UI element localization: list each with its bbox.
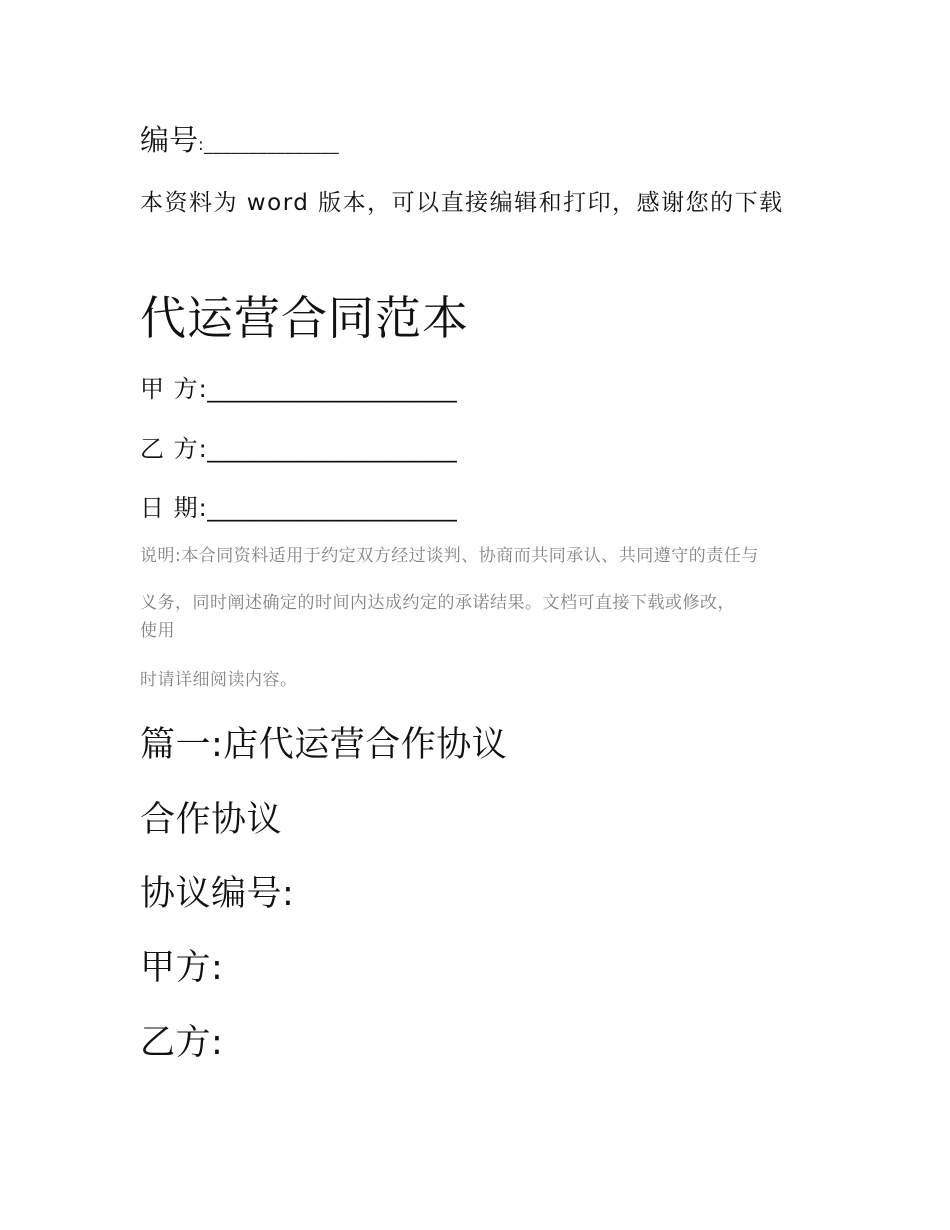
date-blank: :____________________ — [198, 494, 458, 522]
serial-number-line — [140, 122, 339, 163]
date-field — [140, 491, 457, 525]
party-a-label: 甲 方 — [140, 375, 199, 403]
download-notice: 本资料为 word 版本，可以直接编辑和打印，感谢您的下载 — [140, 190, 784, 216]
agreement-heading: 合作协议 — [140, 800, 283, 840]
description-line: 义务，同时阐述确定的时间内达成约定的承诺结果。文档可直接下载或修改， — [140, 593, 735, 613]
agreement-number-label: 协议编号: — [140, 874, 295, 914]
party-b-field — [140, 432, 457, 466]
party-b-heading: 乙方: — [140, 1023, 224, 1063]
date-label: 日 期 — [140, 494, 199, 522]
party-b-blank: :____________________ — [198, 435, 458, 463]
party-a-blank: :____________________ — [198, 375, 458, 403]
party-a-heading: 甲方: — [140, 948, 224, 988]
description-line: 说明:本合同资料适用于约定双方经过谈判、协商而共同承认、共同遵守的责任与 — [140, 546, 759, 566]
description-line: 使用 — [140, 621, 175, 641]
serial-number-blank: :_______________ — [198, 135, 340, 155]
serial-number-label: 编号 — [140, 123, 199, 157]
document-title: 代运营合同范本 — [140, 291, 469, 345]
section-heading: 篇一:店代运营合作协议 — [140, 725, 508, 765]
description-line: 时请详细阅读内容。 — [140, 670, 298, 690]
party-a-field — [140, 372, 457, 406]
party-b-label: 乙 方 — [140, 435, 199, 463]
